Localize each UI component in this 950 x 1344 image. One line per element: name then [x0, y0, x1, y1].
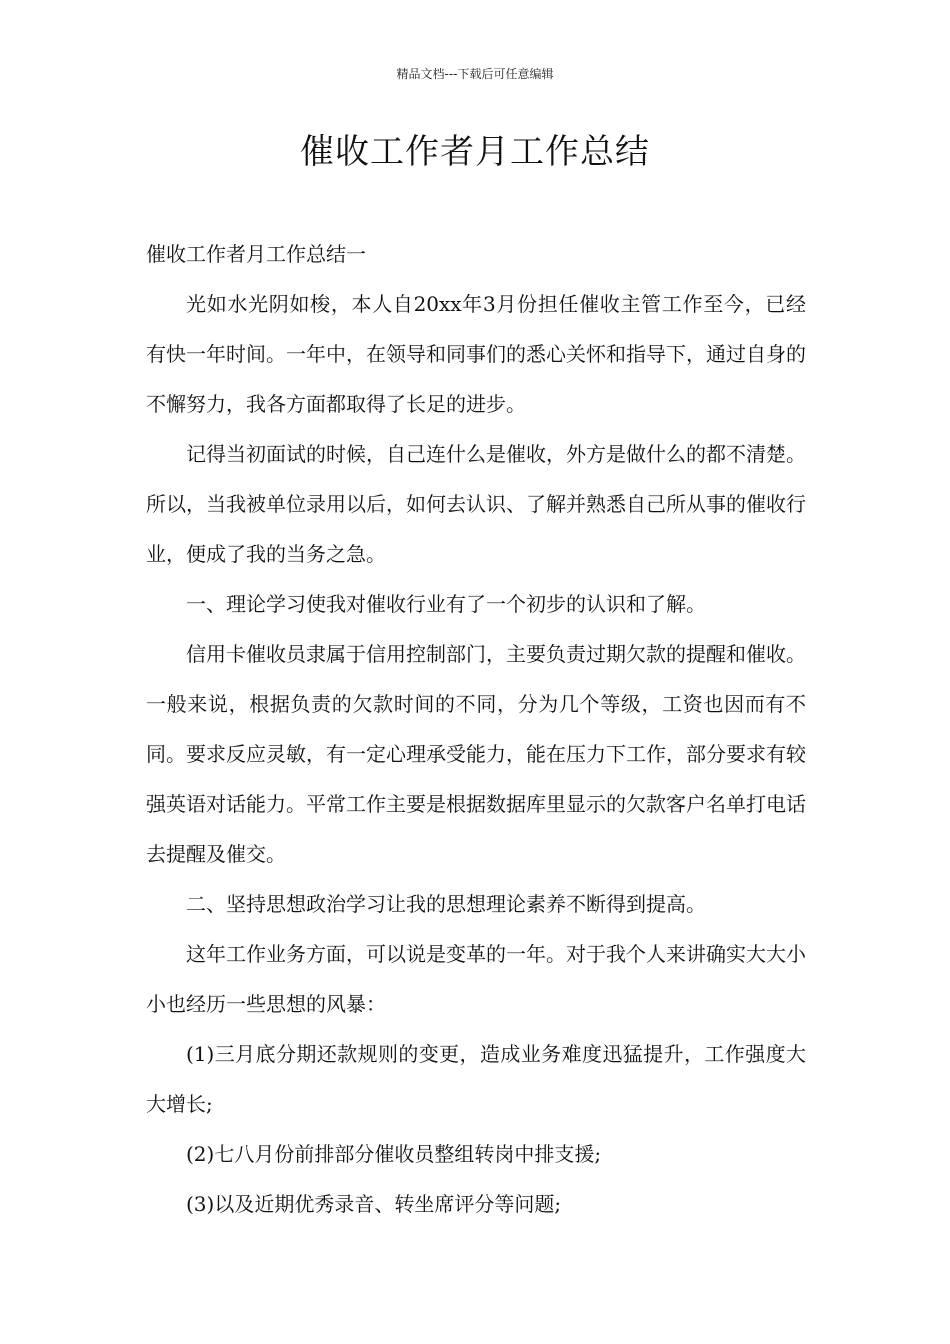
header-note: 精品文档---下载后可任意编辑	[396, 67, 554, 81]
list-item: (2)七八月份前排部分催收员整组转岗中排支援;	[186, 1142, 602, 1166]
paragraph: 记得当初面试的时候，自己连什么是催收，外方是做什么的都不清楚。所以，当我被单位录用以后，如何去认识、了解并熟悉自己所从事的催收行业，便成了我的当务之急。	[146, 442, 806, 566]
paragraph: 光如水光阴如梭，本人自20xx年3月份担任催收主管工作至今，已经有快一年时间。一年中，在领导和同事们的悉心关怀和指导下，通过自身的不懈努力，我各方面都取得了长足的进步。	[146, 292, 806, 416]
paragraph: 一、理论学习使我对催收行业有了一个初步的认识和了解。	[186, 592, 706, 616]
section-heading: 催收工作者月工作总结一	[146, 242, 366, 266]
document-body	[146, 229, 806, 1229]
paragraph: 二、坚持思想政治学习让我的思想理论素养不断得到提高。	[186, 892, 706, 916]
list-item: (1)三月底分期还款规则的变更，造成业务难度迅猛提升，工作强度大大增长;	[146, 1042, 806, 1116]
paragraph: 信用卡催收员隶属于信用控制部门，主要负责过期欠款的提醒和催收。一般来说，根据负责的欠款时间的不同，分为几个等级，工资也因而有不同。要求反应灵敏，有一定心理承受能力，能在压力下工作，部分要求有较强英语对话能力。平常工作主要是根据数据库里显示的欠款客户名单打电话去提醒及催交。	[146, 642, 806, 866]
paragraph: 这年工作业务方面，可以说是变革的一年。对于我个人来讲确实大大小小也经历一些思想的风暴：	[146, 942, 806, 1016]
list-item: (3)以及近期优秀录音、转坐席评分等问题;	[186, 1192, 562, 1216]
document-title: 催收工作者月工作总结	[300, 132, 650, 172]
